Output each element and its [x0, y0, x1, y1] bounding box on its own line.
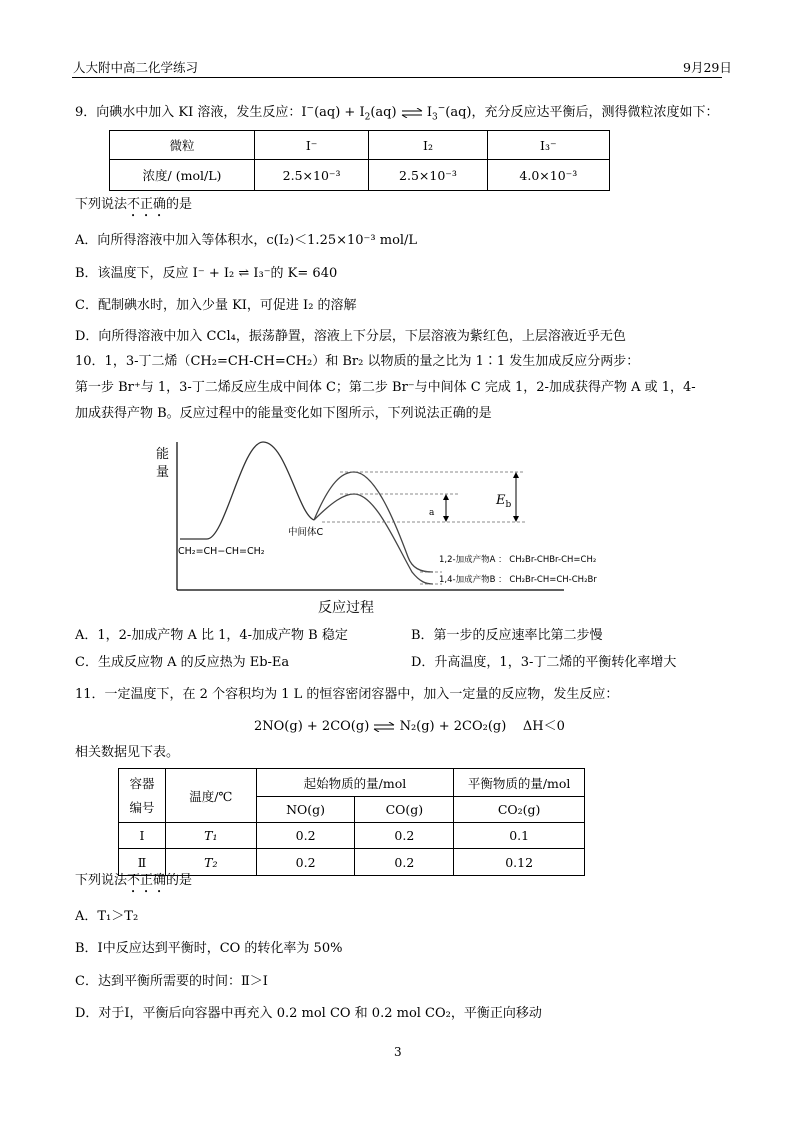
q11-line2: 相关数据见下表。 — [75, 745, 180, 760]
q9-th-iodine: I₂ — [369, 131, 487, 160]
q11-th-equil: 平衡物质的量/mol — [454, 769, 585, 797]
q11-row1-id: Ⅰ — [119, 823, 166, 849]
q11-row1-co2: 0.1 — [454, 823, 585, 849]
q10-option-b: B．第一步的反应速率比第二步慢 — [411, 628, 603, 643]
page-number: 3 — [394, 1045, 402, 1059]
q11-th-initial: 起始物质的量/mol — [256, 769, 454, 797]
q9-option-d: D．向所得溶液中加入 CCl₄，振荡静置，溶液上下分层，下层溶液为紫红色，上层溶液近乎无色 — [75, 329, 626, 344]
q11-row2-co: 0.2 — [355, 849, 454, 876]
header-rule — [72, 77, 722, 78]
q9-option-b: B．该温度下，反应 I⁻ + I₂ ⇌ I₃⁻的 K= 640 — [75, 266, 338, 281]
intermediate-label: 中间体C — [288, 527, 324, 538]
ea-label: a — [429, 508, 435, 518]
q11-th-no: NO(g) — [256, 797, 355, 823]
q11-th-container-text: 容器编号 — [129, 775, 155, 815]
q11-option-a: A．T₁＞T₂ — [75, 909, 139, 924]
product-b-label: 1,4-加成产物B ： CH₂Br-CH=CH-CH₂Br — [439, 575, 597, 585]
q11-prompt: 下列说法不正确的是 — [75, 873, 193, 888]
q9-th-species: 微粒 — [110, 131, 255, 160]
q9-td-triiodide: 4.0×10⁻³ — [487, 160, 609, 191]
product-a-label: 1,2-加成产物A ： CH₂Br-CHBr-CH=CH₂ — [439, 555, 597, 565]
q9-td-iodide: 2.5×10⁻³ — [254, 160, 368, 191]
q11-option-d: D．对于Ⅰ，平衡后向容器中再充入 0.2 mol CO 和 0.2 mol CO₂，平衡正向移动 — [75, 1006, 542, 1021]
equilibrium-arrow-icon — [401, 108, 423, 118]
q9-option-c: C．配制碘水时，加入少量 KI，可促进 I₂ 的溶解 — [75, 298, 357, 313]
q11-row2-no: 0.2 — [256, 849, 355, 876]
q11-th-container — [119, 769, 166, 823]
q11-table — [118, 768, 585, 876]
q9-td-iodine: 2.5×10⁻³ — [369, 160, 487, 191]
x-axis-label: 反应过程 — [318, 600, 374, 616]
q10-option-c: C．生成反应物 A 的反应热为 Eb-Ea — [75, 655, 290, 670]
q10-option-a: A．1，2-加成产物 A 比 1，4-加成产物 B 稳定 — [75, 628, 348, 643]
q10-line2: 第一步 Br⁺与 1，3-丁二烯反应生成中间体 C；第二步 Br⁻与中间体 C 完成 1，2-加成获得产物 A 或 1，4- — [75, 380, 696, 395]
q11-row2-temp: T₂ — [165, 849, 256, 876]
q10-option-d: D．升高温度，1，3-丁二烯的平衡转化率增大 — [411, 655, 677, 670]
q10-line3: 加成获得产物 B。反应过程中的能量变化如下图所示，下列说法正确的是 — [75, 406, 492, 421]
q11-row1-temp: T₁ — [165, 823, 256, 849]
header-date: 9月29日 — [683, 60, 732, 75]
q11-row2-id: Ⅱ — [119, 849, 166, 876]
q11-th-temp: 温度/℃ — [165, 769, 256, 823]
q11-equation: 2NO(g) + 2CO(g) N₂(g) + 2CO₂(g) ΔH＜0 — [254, 719, 565, 734]
q11-row1-no: 0.2 — [256, 823, 355, 849]
q9-prompt: 下列说法不正确的是 — [75, 197, 193, 212]
q11-th-co2: CO₂(g) — [454, 797, 585, 823]
q9-th-iodide: I⁻ — [254, 131, 368, 160]
header-school: 人大附中高二化学练习 — [73, 60, 199, 75]
q11-row1-co: 0.2 — [355, 823, 454, 849]
q11-line1: 11．一定温度下，在 2 个容积均为 1 L 的恒容密闭容器中，加入一定量的反应物，发生反应： — [75, 687, 619, 702]
q11-th-co: CO(g) — [355, 797, 454, 823]
q9-td-label: 浓度/ (mol/L) — [110, 160, 255, 191]
q9-th-triiodide: I₃⁻ — [487, 131, 609, 160]
equilibrium-arrow-icon — [373, 722, 395, 732]
reactant-label: CH₂=CH−CH=CH₂ — [178, 546, 265, 557]
curve-path-lower — [314, 494, 433, 584]
q11-option-c: C．达到平衡所需要的时间：Ⅱ＞Ⅰ — [75, 974, 268, 989]
q11-row2-co2: 0.12 — [454, 849, 585, 876]
energy-diagram — [150, 432, 650, 620]
y-axis-label: 能量 — [156, 447, 170, 480]
q11-option-b: B．Ⅰ中反应达到平衡时，CO 的转化率为 50% — [75, 941, 343, 956]
q9-stem: 9．向碘水中加入 KI 溶液，发生反应：$I^-(aq) + I_2(aq)$ $I_3^-(aq)$，充分反应达平衡后，测得微粒浓度如下： — [75, 103, 719, 123]
curve-step1 — [180, 442, 314, 539]
q9-option-a: A．向所得溶液中加入等体积水，c(I₂)＜1.25×10⁻³ mol/L — [75, 233, 418, 248]
eb-label: $E_b$ — [496, 493, 512, 510]
q9-table — [109, 130, 610, 191]
q10-line1: 10．1，3-丁二烯（CH₂=CH-CH=CH₂）和 Br₂ 以物质的量之比为 1∶1 发生加成反应分两步： — [75, 354, 640, 369]
